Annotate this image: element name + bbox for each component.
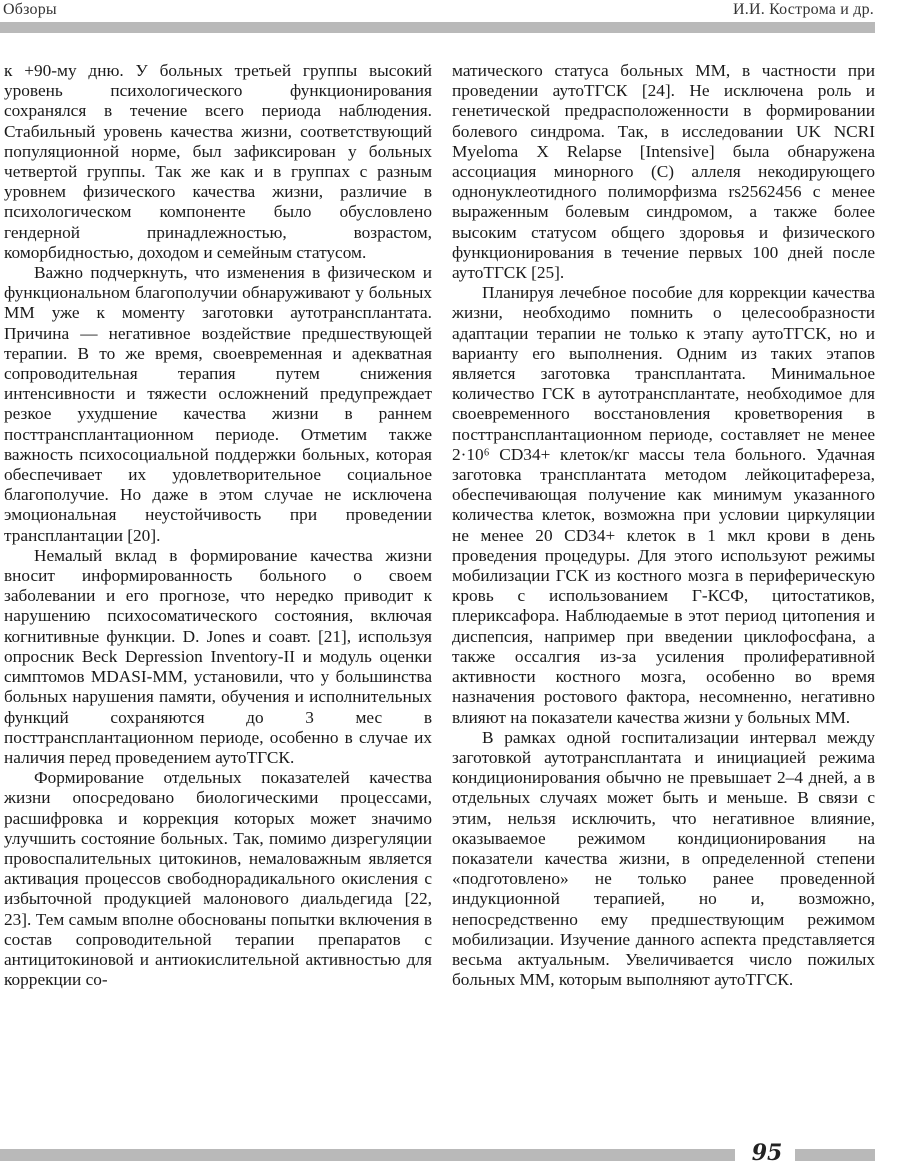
paragraph: к +90-му дню. У больных третьей группы высокий уровень психологического функционирования сохранялся в течение всего периода наблюдения. Стабильный уровень качества жизни, соответствующий популяционной норме, был зафиксирован у больных четвертой группы. Так же как и в группах с разным уровнем физического качества жизни, различие в психологическом компоненте было обусловлено гендерной принадлежностью, возрастом, коморбидностью, доходом и семейным статусом.: [4, 61, 432, 262]
footer-rule: [0, 1149, 735, 1161]
section-title: Обзоры: [3, 1, 57, 18]
page-header: [0, 0, 900, 36]
paragraph: Немалый вклад в формирование качества жизни вносит информированность больного о своем заболевании и его прогнозе, что нередко приводит к нарушению психосоматического состояния, включая когнитивные функции. D. Jones и соавт. [21], используя опросник Beck Depression Inventory-II и модуль оценки симптомов MDASI-MM, установили, что у большинства больных нарушения памяти, обучения и исполнительных функций сохраняются до 3 мес в посттрансплантационном периоде, особенно в случае их наличия перед проведением аутоТГСК.: [4, 545, 432, 767]
paragraph: матического статуса больных ММ, в частности при проведении аутоТГСК [24]. Не исключена роль и генетической предрасположенности в формировании болевого синдрома. Так, в исследовании UK NCRI Myeloma X Relapse [Intensive] была обнаружена ассоциация минорного (C) аллеля некодирующего однонуклеотидного полиморфизма rs2562456 с менее выраженным болевым синдромом, а также более высоким статусом общего здоровья и физического функционирования в течение первых 100 дней после аутоТГСК [25].: [452, 61, 875, 283]
running-authors: И.И. Кострома и др.: [733, 1, 874, 18]
header-rule: [0, 22, 875, 33]
paragraph: В рамках одной госпитализации интервал между заготовкой аутотрансплантата и инициацией режима кондиционирования обычно не превышает 2–4 дней, а в отдельных случаях может быть и меньше. В связи с этим, нельзя исключить, что негативное влияние, оказываемое режимом кондиционирования на показатели качества жизни, в определенной степени «подготовлено» не только ранее проведенной индукционной терапией, но и, возможно, непосредственно ему предшествующим режимом мобилизации. Изучение данного аспекта представляется весьма актуальным. Увеличивается число пожилых больных ММ, которым выполняют аутоТГСК.: [452, 727, 875, 990]
footer-rule-right: [795, 1149, 875, 1161]
left-column: [4, 61, 432, 990]
right-column: [452, 61, 875, 990]
page-footer: [0, 1140, 900, 1172]
page-number: 95: [751, 1140, 783, 1166]
paragraph: Важно подчеркнуть, что изменения в физическом и функциональном благополучии обнаруживают у больных ММ уже к моменту заготовки аутотрансплантата. Причина — негативное воздействие предшествующей терапии. В то же время, своевременная и адекватная сопроводительная терапия путем снижения интенсивности и тяжести осложнений предупреждает резкое ухудшение качества жизни в раннем посттрансплантационном периоде. Отметим также важность психосоциальной поддержки больных, которая обеспечивает их удовлетворительное социальное благополучие. Но даже в этом случае не исключена эмоциональная неустойчивость при проведении трансплантации [20].: [4, 263, 432, 545]
paragraph: Формирование отдельных показателей качества жизни опосредовано биологическими процессами, расшифровка и коррекция которых может значимо улучшить состояние больных. Так, помимо дизрегуляции провоспалительных цитокинов, немаловажным является активация процессов свободнорадикального окисления с избыточной продукцией малонового диальдегида [22, 23]. Тем самым вполне обоснованы попытки включения в состав сопроводительной терапии препаратов с антицитокиновой и антиокислительной активностью для коррекции со-: [4, 768, 432, 990]
paragraph: Планируя лечебное пособие для коррекции качества жизни, необходимо помнить о целесообразности адаптации терапии не только к этапу аутоТГСК, но и варианту его выполнения. Одним из таких этапов является заготовка трансплантата. Минимальное количество ГСК в аутотрансплантате, необходимое для своевременного восстановления кроветворения в посттрансплантационном периоде, составляет не менее 2·10⁶ CD34+ клеток/кг массы тела больного. Удачная заготовка трансплантата методом лейкоцитафереза, обеспечивающая получение как минимум указанного количества клеток, возможна при условии циркуляции не менее 20 CD34+ клеток в 1 мкл крови в день проведения процедуры. Для этого используют режимы мобилизации ГСК из костного мозга в периферическую кровь с использованием Г-КСФ, цитостатиков, плериксафора. Наблюдаемые в этот период цитопения и диспепсия, например при введении циклофосфана, а также оссалгия из-за усиления пролиферативной активности костного мозга, особенно во время назначения ростового фактора, несомненно, негативно влияют на показатели качества жизни у больных ММ.: [452, 283, 875, 727]
